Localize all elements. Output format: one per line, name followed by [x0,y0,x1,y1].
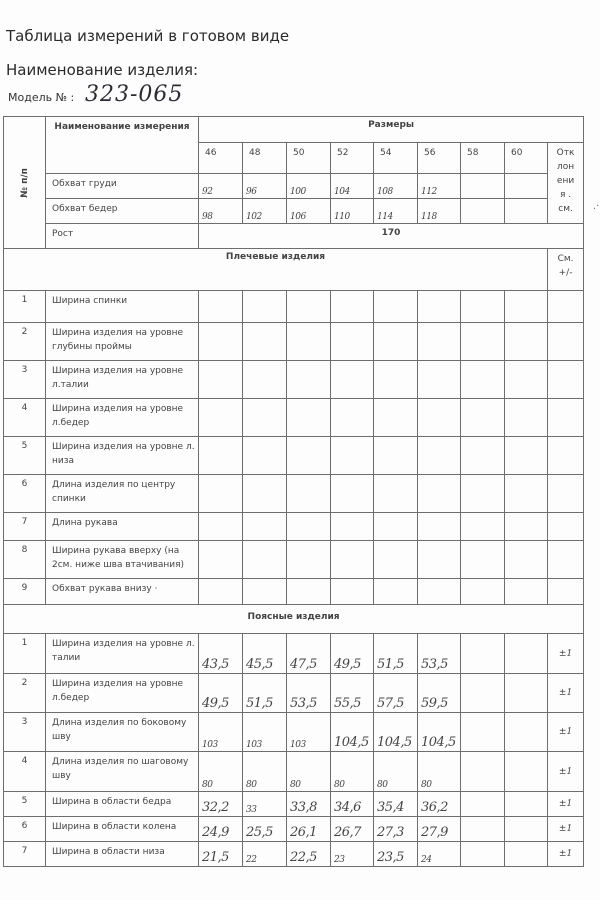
tolerance-header [548,249,584,291]
value-cell [331,323,374,361]
value-cell [331,513,374,541]
value-cell: 24 [418,842,461,867]
document-title: Таблица измерений в готовом виде [6,27,290,45]
value-cell [243,291,287,323]
col-name-header: Наименование измерения [46,117,199,174]
tolerance-cell [548,541,584,579]
value-cell [505,323,548,361]
value-cell [287,513,331,541]
value-cell: 80 [199,752,243,792]
value-cell [331,475,374,513]
value-cell: 98 [199,199,243,224]
value-cell [199,323,243,361]
value-cell [505,752,548,792]
value-cell: 26,7 [331,817,374,842]
value-cell [505,674,548,713]
value-cell [461,634,505,674]
value-cell [331,437,374,475]
value-cell: 104,5 [374,713,418,752]
measurement-name: Обхват рукава внизу · [46,579,199,605]
value-cell [461,541,505,579]
tolerance-cell [548,437,584,475]
sizes-header: Размеры [199,117,584,143]
value-cell: 80 [243,752,287,792]
row-number: 5 [4,437,46,475]
value-cell: 21,5 [199,842,243,867]
row-number: 9 [4,579,46,605]
value-cell: 100 [287,174,331,199]
measurement-row [4,634,584,674]
value-cell [199,579,243,605]
value-cell: 49,5 [199,674,243,713]
value-cell [331,541,374,579]
value-cell: 103 [287,713,331,752]
value-cell [505,174,548,199]
value-cell [199,361,243,399]
measurement-row [4,674,584,713]
measurement-row [4,842,584,867]
model-number: 323-065 [85,82,184,107]
value-cell [461,475,505,513]
size-48: 48 [243,143,287,174]
value-cell [374,437,418,475]
col-num-label: № п/п [19,167,30,198]
value-cell: 53,5 [418,634,461,674]
value-cell [243,399,287,437]
value-cell [331,361,374,399]
value-cell [374,579,418,605]
value-cell [505,713,548,752]
value-cell: 57,5 [374,674,418,713]
row-number: 6 [4,817,46,842]
value-cell [461,399,505,437]
value-cell [461,174,505,199]
value-cell: 80 [418,752,461,792]
value-cell [461,817,505,842]
value-cell: 22,5 [287,842,331,867]
base-row-name: Рост [46,224,199,249]
value-cell [505,199,548,224]
value-cell [505,817,548,842]
measurement-row [4,579,584,605]
value-cell [374,399,418,437]
value-cell [505,475,548,513]
value-cell [461,513,505,541]
tolerance-cell: ±1 [548,817,584,842]
section-title: Поясные изделия [4,605,584,634]
measurement-row [4,792,584,817]
measurement-row [4,513,584,541]
row-number: 3 [4,361,46,399]
tolerance-cell: ±1 [548,634,584,674]
value-cell: 27,9 [418,817,461,842]
value-cell [418,579,461,605]
value-cell [418,361,461,399]
value-cell: 35,4 [374,792,418,817]
measurement-row [4,713,584,752]
measurement-name: Ширина изделия на уровне л. талии [46,634,199,674]
measurement-name: Ширина изделия на уровне л. низа [46,437,199,475]
measurement-name: Ширина спинки [46,291,199,323]
value-cell [243,475,287,513]
value-cell: 80 [374,752,418,792]
value-cell [461,361,505,399]
measurement-name: Ширина в области низа [46,842,199,867]
tolerance-cell: ±1 [548,752,584,792]
tolerance-cell [548,399,584,437]
row-number: 1 [4,634,46,674]
value-cell: 23 [331,842,374,867]
value-cell [199,437,243,475]
size-56: 56 [418,143,461,174]
value-cell: 27,3 [374,817,418,842]
value-cell: 33 [243,792,287,817]
deviation-label-line: ени [556,176,575,186]
tolerance-cell [548,323,584,361]
measurement-row [4,361,584,399]
section-header-row [4,605,584,634]
value-cell [461,579,505,605]
value-cell: 43,5 [199,634,243,674]
value-cell: 110 [331,199,374,224]
value-cell: 22 [243,842,287,867]
value-cell [505,361,548,399]
base-row [4,224,584,249]
section-header-row [4,249,584,291]
value-cell: 104 [331,174,374,199]
deviation-label-line: лон [556,162,575,172]
value-cell [461,792,505,817]
measurement-name: Ширина изделия на уровне л.талии [46,361,199,399]
row-number: 4 [4,752,46,792]
value-cell [505,399,548,437]
measurement-row [4,437,584,475]
value-cell: 49,5 [331,634,374,674]
value-cell [418,399,461,437]
row-number: 5 [4,792,46,817]
deviation-header [548,143,584,224]
row-number: 2 [4,674,46,713]
tolerance-header-line: См. [557,254,574,264]
value-cell [374,323,418,361]
base-row-name: Обхват груди [46,174,199,199]
row-number: 4 [4,399,46,437]
value-cell [374,475,418,513]
tolerance-header-line: +/- [558,268,573,278]
value-cell: 112 [418,174,461,199]
value-cell [418,323,461,361]
value-cell: 36,2 [418,792,461,817]
product-name-label: Наименование изделия: [6,61,199,79]
model-label: Модель № : [8,91,75,104]
tolerance-cell: ±1 [548,842,584,867]
value-cell: 80 [287,752,331,792]
value-cell [505,579,548,605]
value-cell: 51,5 [243,674,287,713]
value-cell [287,361,331,399]
value-cell [243,361,287,399]
tolerance-cell [548,291,584,323]
base-row [4,199,584,224]
deviation-label-line: см. [558,204,573,214]
value-cell [287,541,331,579]
value-cell: 102 [243,199,287,224]
value-cell: 53,5 [287,674,331,713]
row-number: 7 [4,513,46,541]
measurement-name: Длина изделия по боковому шву [46,713,199,752]
measurement-row [4,752,584,792]
value-cell: 106 [287,199,331,224]
value-cell [287,579,331,605]
value-cell: 24,9 [199,817,243,842]
value-cell [287,475,331,513]
row-number: 6 [4,475,46,513]
value-cell [461,199,505,224]
value-cell [505,513,548,541]
value-cell [461,437,505,475]
value-cell: 32,2 [199,792,243,817]
row-number: 8 [4,541,46,579]
value-cell [287,291,331,323]
tolerance-cell [548,579,584,605]
value-cell: 33,8 [287,792,331,817]
value-cell [461,713,505,752]
section-title: Плечевые изделия [4,249,548,291]
value-cell: 114 [374,199,418,224]
value-cell [461,674,505,713]
value-cell: 25,5 [243,817,287,842]
value-cell [505,437,548,475]
measurement-name: Ширина изделия на уровне глубины проймы [46,323,199,361]
measurement-name: Ширина в области колена [46,817,199,842]
value-cell [505,291,548,323]
value-cell: 51,5 [374,634,418,674]
measurement-name: Ширина в области бедра [46,792,199,817]
value-cell [374,541,418,579]
measurement-name: Длина рукава [46,513,199,541]
value-cell [418,291,461,323]
measurement-row [4,817,584,842]
value-cell [461,842,505,867]
value-cell [199,475,243,513]
measurement-row [4,291,584,323]
value-cell [287,399,331,437]
value-cell [374,513,418,541]
value-cell: 45,5 [243,634,287,674]
col-num-header [4,117,46,249]
measurement-name: Длина изделия по шаговому шву [46,752,199,792]
tolerance-cell: ±1 [548,713,584,752]
value-cell: 103 [243,713,287,752]
measurement-row [4,399,584,437]
row-number: 3 [4,713,46,752]
value-cell: 47,5 [287,634,331,674]
size-50: 50 [287,143,331,174]
value-cell: 59,5 [418,674,461,713]
size-46: 46 [199,143,243,174]
value-cell [374,291,418,323]
row-number: 7 [4,842,46,867]
value-cell [505,541,548,579]
base-row-name: Обхват бедер [46,199,199,224]
value-cell [418,437,461,475]
value-cell [418,541,461,579]
value-cell [418,513,461,541]
row-number: 2 [4,323,46,361]
value-cell [331,579,374,605]
value-cell [243,579,287,605]
tolerance-cell: ±1 [548,674,584,713]
value-cell [505,792,548,817]
value-cell [199,399,243,437]
tolerance-cell [548,513,584,541]
value-cell: 103 [199,713,243,752]
value-cell: 104,5 [331,713,374,752]
value-cell [418,475,461,513]
value-cell [243,323,287,361]
deviation-label-line: Отк [556,148,575,158]
base-row [4,174,584,199]
measurement-row [4,541,584,579]
value-cell: 92 [199,174,243,199]
value-cell [243,541,287,579]
value-cell [505,634,548,674]
value-cell: 80 [331,752,374,792]
value-cell [461,752,505,792]
value-cell: 26,1 [287,817,331,842]
value-cell [461,323,505,361]
tolerance-cell [548,361,584,399]
value-cell [199,541,243,579]
value-cell: 34,6 [331,792,374,817]
measurement-row [4,323,584,361]
value-cell [199,291,243,323]
tolerance-cell: ±1 [548,792,584,817]
value-cell [287,437,331,475]
size-52: 52 [331,143,374,174]
value-cell [287,323,331,361]
value-cell: 118 [418,199,461,224]
value-cell: 23,5 [374,842,418,867]
measurement-name: Длина изделия по центру спинки [46,475,199,513]
value-cell [374,361,418,399]
value-cell [461,291,505,323]
value-cell: 108 [374,174,418,199]
tolerance-cell [548,475,584,513]
header-row [4,117,584,143]
measurement-name: Ширина рукава вверху (на 2см. ниже шва втачивания) [46,541,199,579]
value-cell: 96 [243,174,287,199]
size-58: 58 [461,143,505,174]
value-cell: 104,5 [418,713,461,752]
size-60: 60 [505,143,548,174]
measurements-table [3,116,584,867]
height-value: 170 [199,224,584,249]
stray-mark: .· [593,201,600,212]
value-cell [243,437,287,475]
value-cell: 55,5 [331,674,374,713]
value-cell [505,842,548,867]
row-number: 1 [4,291,46,323]
measurement-name: Ширина изделия на уровне л.бедер [46,674,199,713]
value-cell [331,291,374,323]
value-cell [243,513,287,541]
size-54: 54 [374,143,418,174]
value-cell [331,399,374,437]
measurement-name: Ширина изделия на уровне л.бедер [46,399,199,437]
deviation-label-line: я . [559,190,572,200]
value-cell [199,513,243,541]
measurement-row [4,475,584,513]
